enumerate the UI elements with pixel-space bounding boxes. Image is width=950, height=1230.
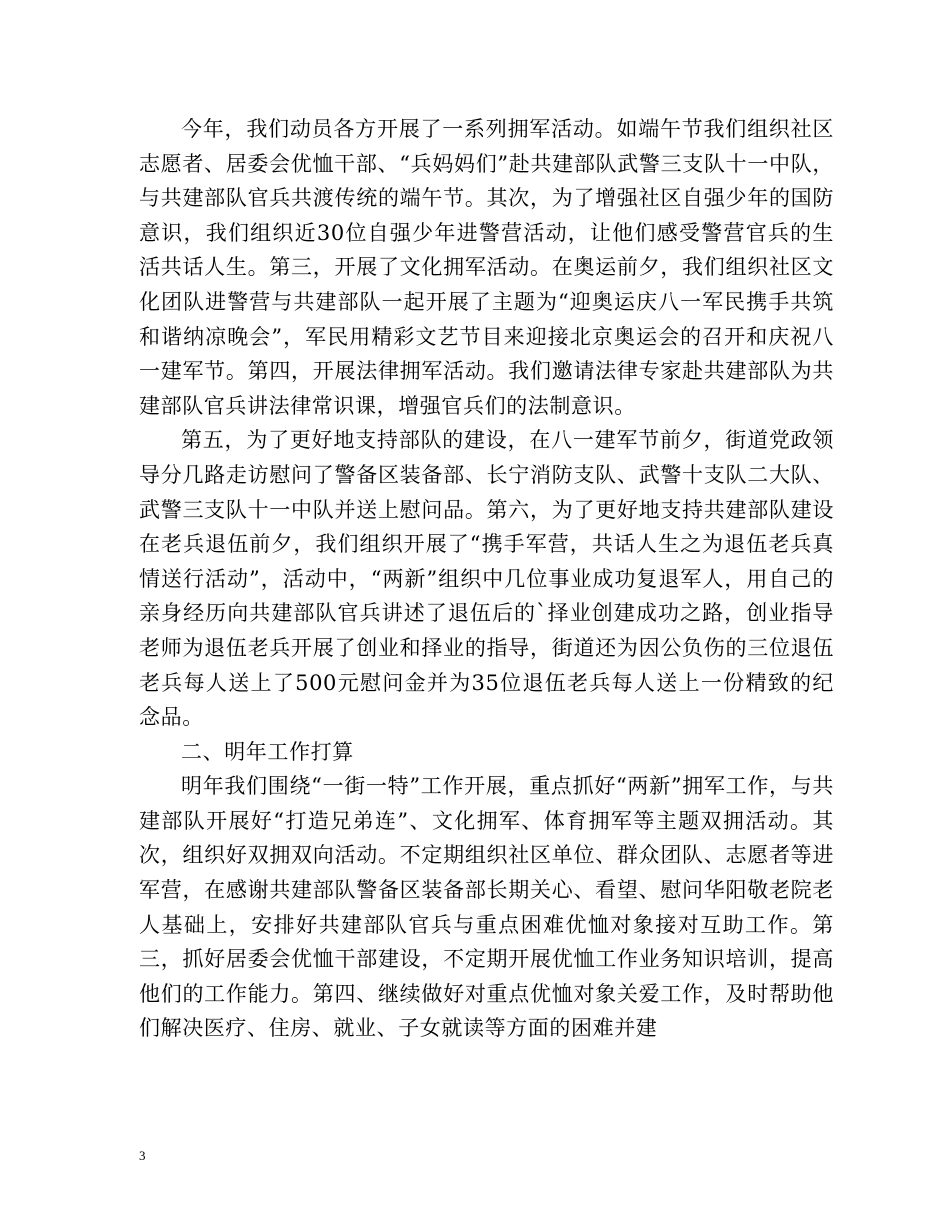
paragraph-visits: 第五，为了更好地支持部队的建设，在八一建军节前夕，街道党政领导分几路走访慰问了警备区装备部、长宁消防支队、武警十支队二大队、武警三支队十一中队并送上慰问品。第六，为了更好地支持共建部队建设在老兵退伍前夕，我们组织开展了“携手军营，共话人生之为退伍老兵真情送行活动”，活动中，“两新”组织中几位事业成功复退军人，用自己的亲身经历向共建部队官兵讲述了退伍后的`择业创建成功之路，创业指导老师为退伍老兵开展了创业和择业的指导，街道还为因公负伤的三位退伍老兵每人送上了500元慰问金并为35位退伍老兵每人送上一份精致的纪念品。 [139,428,834,730]
document-body [139,112,834,1046]
paragraph-activities: 今年，我们动员各方开展了一系列拥军活动。如端午节我们组织社区志愿者、居委会优恤干部、“兵妈妈们”赴共建部队武警三支队十一中队，与共建部队官兵共渡传统的端午节。其次，为了增强社区自强少年的国防意识，我们组织近30位自强少年进警营活动，让他们感受警营官兵的生活共话人生。第三，开展了文化拥军活动。在奥运前夕，我们组织社区文化团队进警营与共建部队一起开展了主题为“迎奥运庆八一军民携手共筑和谐纳凉晚会”，军民用精彩文艺节目来迎接北京奥运会的召开和庆祝八一建军节。第四，开展法律拥军活动。我们邀请法律专家赴共建部队为共建部队官兵讲法律常识课，增强官兵们的法制意识。 [139,117,834,418]
section-heading-next-year-plan: 二、明年工作打算 [181,739,354,764]
page-number: 3 [139,1148,146,1163]
paragraph-next-year: 明年我们围绕“一街一特”工作开展，重点抓好“两新”拥军工作，与共建部队开展好“打造兄弟连”、文化拥军、体育拥军等主题双拥活动。其次，组织好双拥双向活动。不定期组织社区单位、群众团队、志愿者等进军营，在感谢共建部队警备区装备部长期关心、看望、慰问华阳敬老院老人基础上，安排好共建部队官兵与重点困难优恤对象接对互助工作。第三，抓好居委会优恤干部建设，不定期开展优恤工作业务知识培训，提高他们的工作能力。第四、继续做好对重点优恤对象关爱工作，及时帮助他们解决医疗、住房、就业、子女就读等方面的困难并建 [139,774,834,1041]
